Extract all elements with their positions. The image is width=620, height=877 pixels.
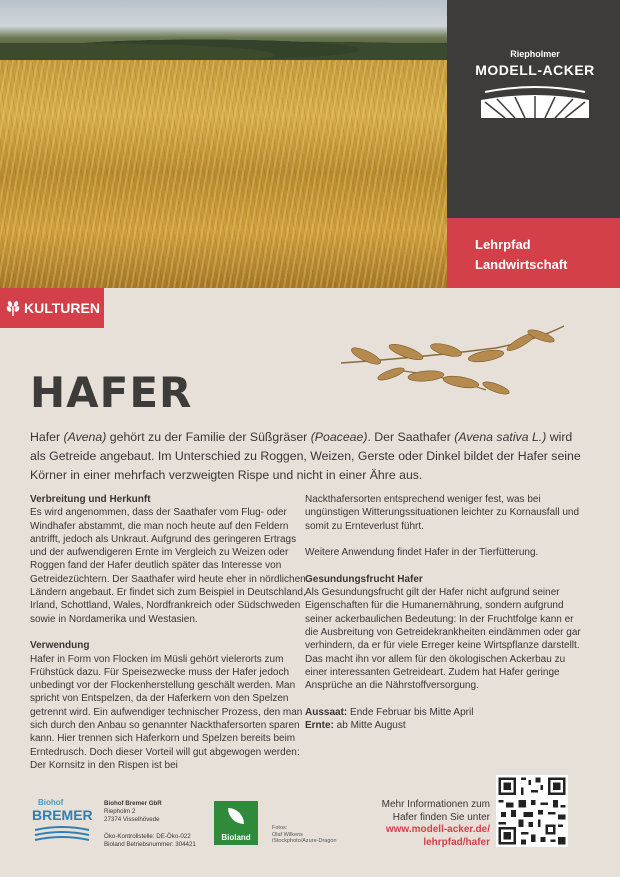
trail-line-1: Lehrpfad [475, 237, 531, 252]
leaf-icon [228, 808, 244, 824]
text-gesund: Als Gesundungsfrucht gilt der Hafer nicht aufgrund seiner Eigenschaften für die Humanernährung, sondern aufgrund seiner ackerbaulichen Bedeutung: In der Fruchtfolge kann er die Ausbreitung von Getreidekrankheiten eindämmen oder gar verhindern, da er für viele Erreger keine Wirtspflanze darstellt. Das macht ihn vor allem für den ökologischen Ackerbau zu einer interessanten Getreideart. Zudem hat Hafer geringe Ansprüche an die Nährstoffversorgung. [305, 587, 581, 692]
intro-text: Hafer (Avena) gehört zu der Familie der Süßgräser (Poaceae). Der Saathafer (Avena sativa L.) wird als Getreide angebaut. Im Unterschied zu Roggen, Weizen, Gerste oder Dinkel bildet der Hafer seine Körner in einer mehrfach verzweigten Rispe und nicht in einer Ähre aus. [30, 430, 581, 482]
oat-branch-illustration [336, 318, 566, 408]
brand-panel [447, 0, 620, 218]
column-right [305, 493, 589, 732]
text-verwendung: Hafer in Form von Flocken im Müsli gehört vielerorts zum Frühstück dazu. Für Speisezwecke muss der Hafer jedoch unbedingt vor der Flockenherstellung geschält werden. Man spricht von Entspelzen, da der Haferkern von den Spelzen getrennt wird. Ein aufwendiger technischer Prozess, den man sich durch den Anbau so genannter Nackthafersorten sparen kann. Hier trennen sich Haferkorn und Spelzen bereits beim Erntedrusch. Doch dieser Vorteil will gut abgewogen werden: Der Kornsitz in den Rispen ist bei [30, 653, 303, 771]
brand-small: Riepholmer [510, 49, 560, 59]
text-weitere: Weitere Anwendung findet Hafer in der Tierfütterung. [305, 547, 539, 559]
section-badge [0, 288, 104, 328]
qr-code-icon[interactable] [496, 775, 568, 847]
text-verbreitung: Es wird angenommen, dass der Saathafer vom Flug- oder Windhafer abstammt, die man noch heute auf den Feldern antrifft, jedoch als Unkraut. Aufgrund des geringeren Ertrags und der aufwendigeren Ernte im Vergleich zu Weizen oder Roggen fand der Hafer deutlich später das Interesse von Getreidezüchtern. Der Saathafer wird heute eher in nördlichen Ländern angebaut. Er findet sich zum Beispiel in Deutschland, Irland, Schottland, Wales, Nordfrankreich oder Südschweden sowie in Nordamerika und Westasien. [30, 507, 306, 625]
more-info: Mehr Informationen zum Hafer finden Sie unter www.modell-acker.de/ lehrpfad/hafer [338, 799, 490, 849]
heading-gesund: Gesundungsfrucht Hafer [305, 573, 423, 585]
heading-verbreitung: Verbreitung und Herkunft [30, 494, 151, 505]
brand-big: MODELL-ACKER [475, 62, 595, 78]
waves-icon [33, 826, 91, 844]
photo-credits: Fotos: Olaf Wilkens iStockphoto/Azure-Dragon [272, 825, 337, 845]
field-logo-icon [475, 80, 595, 122]
info-link[interactable]: www.modell-acker.de/ [385, 824, 490, 836]
bioland-logo: Bioland [214, 801, 258, 845]
oat-field-photo [0, 0, 447, 288]
text-verwendung-cont: Nackthafersorten entsprechend weniger fest, was bei ungünstigen Witterungssituationen leichter zu Kornausfall und somit zu Ernteverlust führt. [305, 494, 580, 532]
page-title: HAFER [30, 368, 193, 417]
section-label: KULTUREN [24, 300, 100, 316]
tree-line [0, 34, 447, 60]
trail-line-2: Landwirtschaft [475, 257, 568, 272]
wheat-icon [5, 300, 21, 316]
trail-panel [447, 218, 620, 288]
ernte-line: Ernte: ab Mitte August [305, 720, 406, 732]
aussaat-line: Aussaat: Ende Februar bis Mitte April [305, 706, 474, 718]
info-link-path[interactable]: lehrpfad/hafer [423, 836, 490, 848]
biohof-bremer-logo: Biohof BREMER [30, 798, 94, 848]
column-left [30, 493, 314, 786]
heading-verwendung: Verwendung [30, 640, 90, 652]
field-texture [0, 60, 447, 288]
address-block: Biohof Bremer GbR Riepholm 2 27374 Visselhövede Öko-Kontrollstelle: DE-Öko-022 Bioland Betriebsnummer: 304421 [104, 800, 196, 849]
